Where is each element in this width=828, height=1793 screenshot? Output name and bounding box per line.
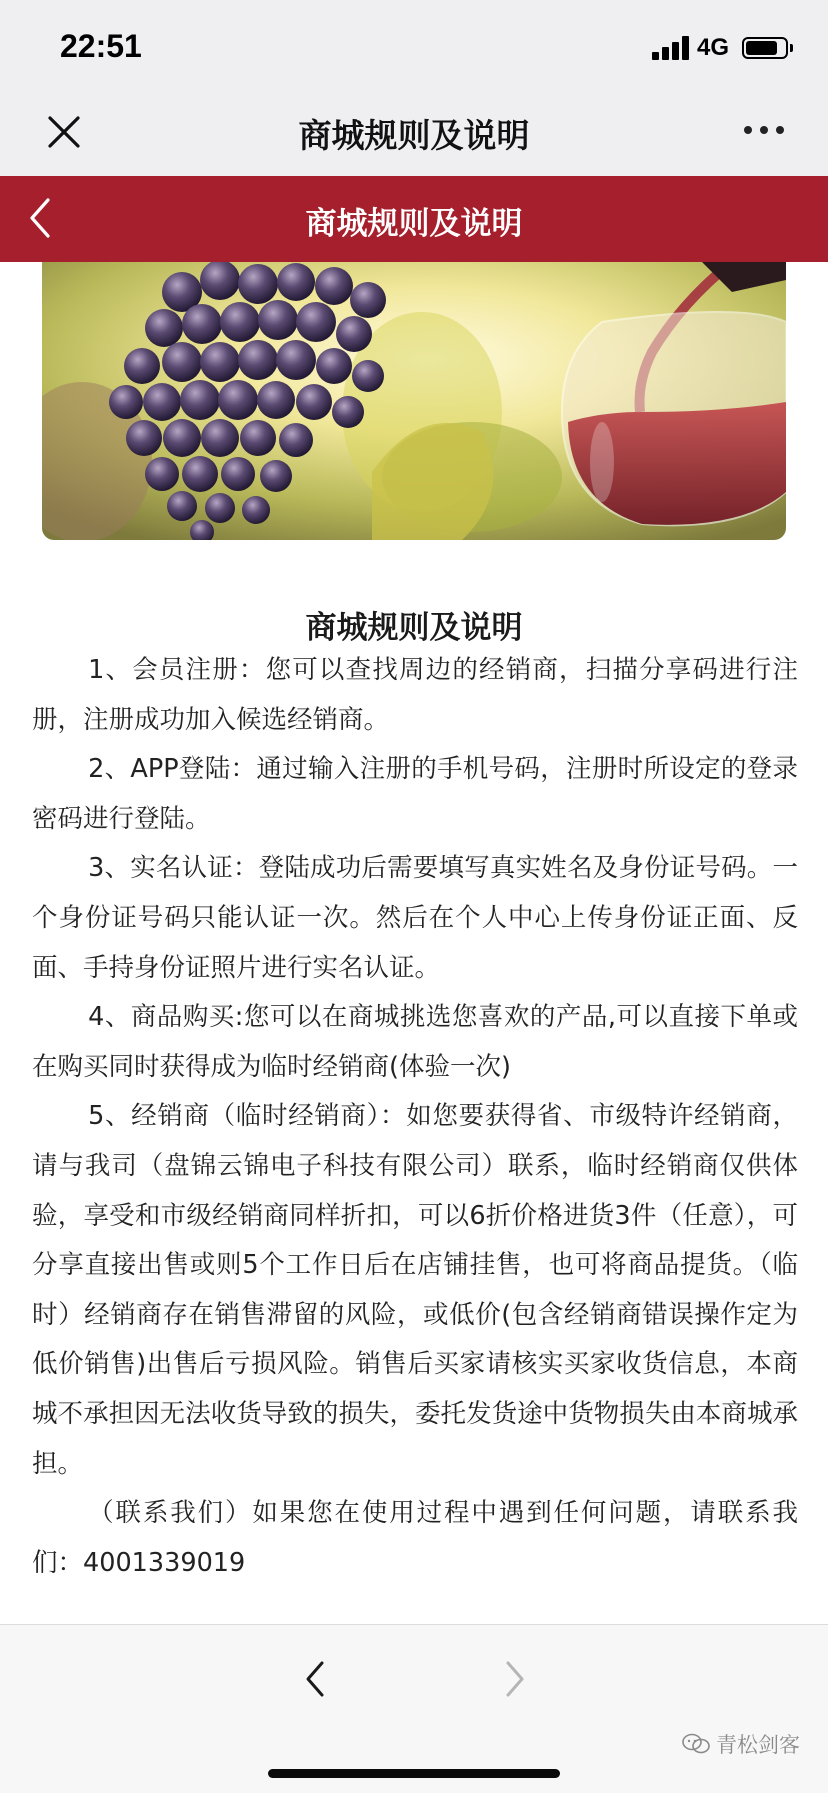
watermark-text: 青松剑客 xyxy=(716,1733,800,1757)
banner-image xyxy=(42,262,786,540)
battery-icon xyxy=(742,37,788,59)
watermark xyxy=(682,1729,800,1759)
article-body xyxy=(32,646,798,1588)
webview-title: 商城规则及说明 xyxy=(298,116,530,155)
contact-us: （联系我们）如果您在使用过程中遇到任何问题，请联系我们：4001339019 xyxy=(32,1498,798,1578)
rule-real-name-verification: 3、实名认证：登陆成功后需要填写真实姓名及身份证号码。一个身份证号码只能认证一次。然后在个人中心上传身份证正面、反面、手持身份证照片进行实名认证。 xyxy=(32,853,798,983)
page-header xyxy=(0,176,828,262)
wechat-icon xyxy=(682,1733,710,1755)
chevron-right-icon[interactable] xyxy=(500,1657,530,1701)
status-time: 22:51 xyxy=(60,28,142,64)
webview-title-bar xyxy=(0,100,828,176)
signal-icon xyxy=(652,36,694,60)
chevron-left-icon[interactable] xyxy=(300,1657,330,1701)
more-icon[interactable] xyxy=(744,124,784,136)
rule-member-registration: 1、会员注册：您可以查找周边的经销商，扫描分享码进行注册，注册成功加入候选经销商。 xyxy=(32,655,798,735)
status-bar xyxy=(0,0,828,100)
home-indicator[interactable] xyxy=(268,1769,560,1778)
rule-app-login: 2、APP登陆：通过输入注册的手机号码，注册时所设定的登录密码进行登陆。 xyxy=(32,754,798,834)
bottom-toolbar xyxy=(0,1624,828,1793)
rule-dealer: 5、经销商（临时经销商）：如您要获得省、市级特许经销商，请与我司（盘锦云锦电子科技有限公司）联系，临时经销商仅供体验，享受和市级经销商同样折扣，可以6折价格进货3件（任意），可分享直接出售或则5个工作日后在店铺挂售，也可将商品提货。（临时）经销商存在销售滞留的风险，或低价(包含经销商错误操作定为低价销售)出售后亏损风险。销售后买家请核实买家收货信息，本商城不承担因无法收货导致的损失，委托发货途中货物损失由本商城承担。 xyxy=(32,1101,798,1479)
page-header-title: 商城规则及说明 xyxy=(305,206,523,242)
network-type: 4G xyxy=(697,34,730,61)
article-title: 商城规则及说明 xyxy=(305,610,523,646)
rule-product-purchase: 4、商品购买:您可以在商城挑选您喜欢的产品,可以直接下单或在购买同时获得成为临时经销商(体验一次) xyxy=(32,1002,798,1082)
